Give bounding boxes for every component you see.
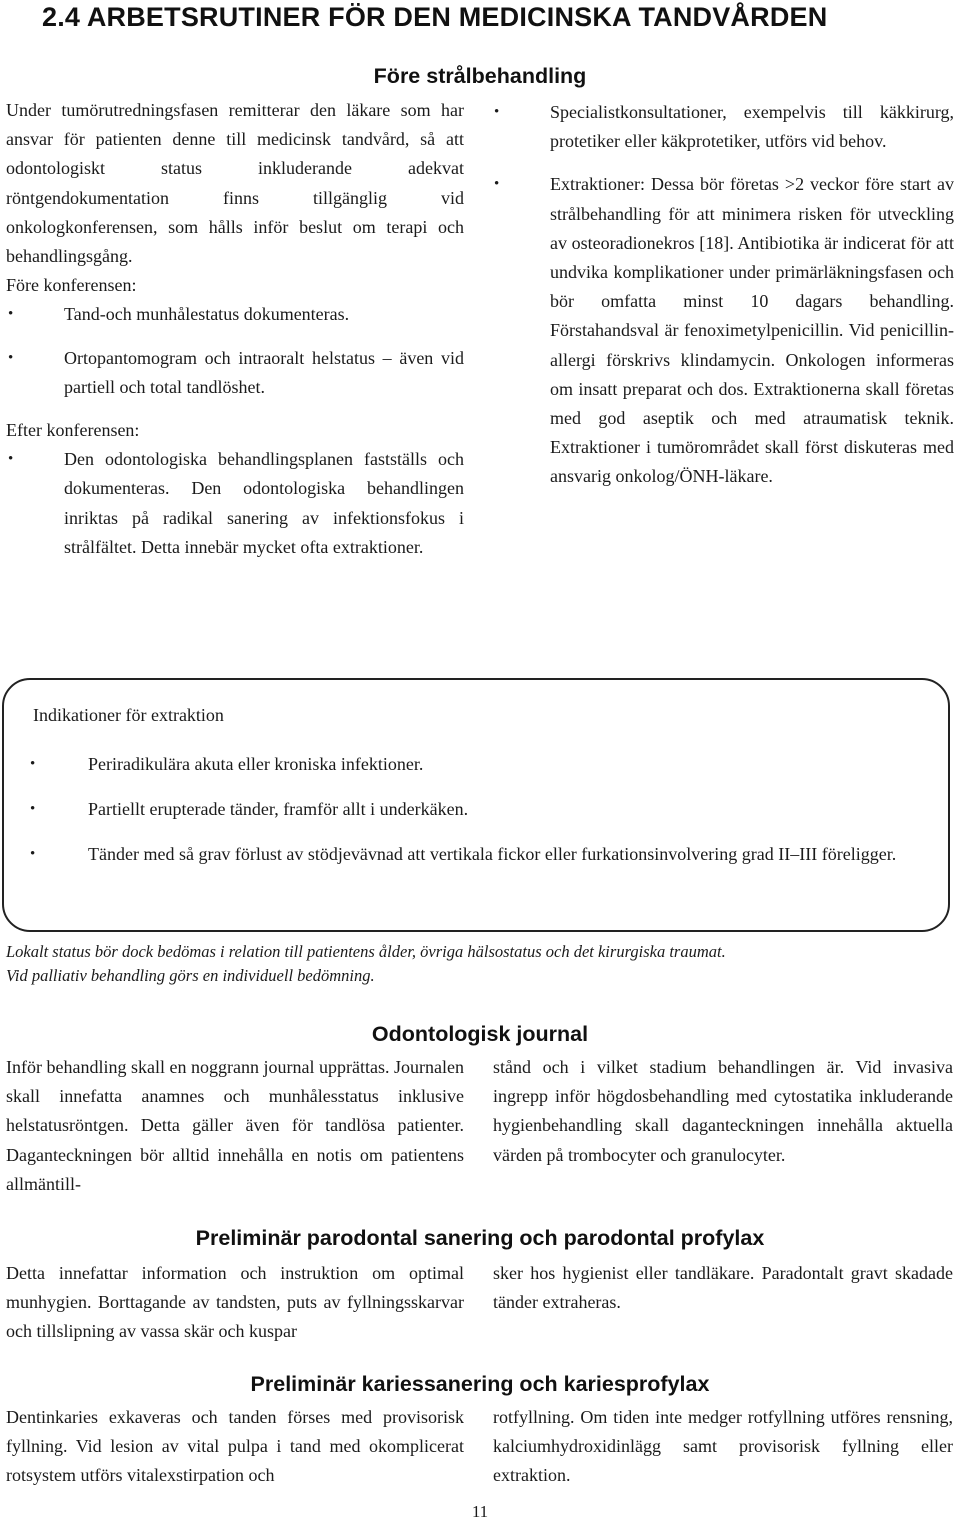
bullet-icon: • [30,846,36,862]
before-conference-list [6,300,464,402]
box-title: Indikationer för extraktion [33,705,224,725]
section-heading-before-radiation: Före strålbehandling [373,64,587,88]
after-conference-list [6,445,464,562]
extraction-indications-list [28,750,928,885]
karies-left-column [6,1403,464,1491]
bullet-icon: • [494,104,500,120]
karies-right-column [493,1403,953,1491]
journal-right-text: stånd och i vilket stadium behandlingen är. Vid invasiva ingrepp inför högdosbehandling med cytostatika inkluderande hygienbehandling skall daganteckningen innehålla aktuella värden på trombocyter och granulocyter. [493,1057,953,1165]
section-heading-karies: Preliminär kariessanering och kariesprofylax [250,1372,710,1396]
list-item: • Extraktioner: Dessa bör företas >2 veckor före start av strålbehandling för att minimera risken för utveckling av osteoradionekros [18]. Antibiotika är indicerat för att undvika komplikationer under primärläkningsfasen och bör omfatta minst 10 dagars behandling. Förstahandsval är fenoximetylpenicillin. Vid penicillin-allergi förskrivs klindamycin. Onkologen informeras om insatt preparat och dos. Extraktionerna skall företas med god aseptik och med atraumatisk teknik. Extraktioner i tumörområdet skall först diskuteras med ansvarig onkolog/ÖNH-läkare. [492,170,954,491]
parodontal-left-column [6,1259,464,1347]
bullet-icon: • [494,176,500,193]
karies-right-text: rotfyllning. Om tiden inte medger rotfyllning utföres rensning, kalciumhydroxidinlägg samt provisorisk fyllning eller extraktion. [493,1407,953,1486]
bullet-icon: • [30,801,36,817]
bullet-icon: • [30,756,36,772]
journal-left-text: Inför behandling skall en noggrann journal upprättas. Journalen skall innefatta anamnes och munhålesstatus inklusive helstatusröntgen. Detta gäller även för tandlösa patienter. Daganteckningen bör alltid innehålla en notis om patientens allmäntill- [6,1057,464,1194]
journal-right-column [493,1053,953,1170]
before-conference-label: Före konferensen: [6,275,137,296]
list-item: • Den odontologiska behandlingsplanen fastställs och dokumenteras. Den odontologiska behandlingen inriktas på radikal sanering av infektionsfokus i strålfältet. Detta innebär mycket ofta extraktioner. [6,445,464,562]
bullet-icon: • [8,349,14,366]
list-item: • Periradikulära akuta eller kroniska infektioner. [28,750,928,779]
bullet-icon: • [8,451,14,468]
list-item: • Specialistkonsultationer, exempelvis till käkkirurg, protetiker eller käkprotetiker, utförs vid behov. [492,98,954,156]
intro-paragraph: Under tumörutredningsfasen remitterar den läkare som har ansvar för patienten denne till medicinsk tandvård, så att odontologiskt status inkluderande adekvat röntgendokumentation finns tillgänglig vid onkologkonferensen, som hålls inför beslut om terapi och behandlingsgång. [6,100,464,267]
after-conference-label: Efter konferensen: [6,420,140,441]
page-number: 11 [471,1502,489,1521]
journal-left-column [6,1053,464,1199]
list-item: • Tand-och munhålestatus dokumenteras. [6,300,464,329]
list-item: • Partiellt erupterade tänder, framför allt i underkäken. [28,795,928,824]
chapter-title: 2.4 ARBETSRUTINER FÖR DEN MEDICINSKA TANDVÅRDEN [42,2,828,32]
parodontal-left-text: Detta innefattar information och instruktion om optimal munhygien. Borttagande av tandsten, puts av fyllningsskarvar och tillslipning av vassa skär och kuspar [6,1263,464,1342]
section-heading-journal: Odontologisk journal [371,1022,589,1046]
parodontal-right-text: sker hos hygienist eller tandläkare. Paradontalt gravt skadade tänder extraheras. [493,1263,953,1313]
parodontal-right-column [493,1259,953,1317]
note-line: Lokalt status bör dock bedömas i relation till patientens ålder, övriga hälsostatus och det kirurgiska traumat. [6,942,726,961]
list-item: • Tänder med så grav förlust av stödjevävnad att vertikala fickor eller furkationsinvolvering grad II–III föreligger. [28,840,928,869]
section1-right-column [492,98,954,506]
section1-left-column [6,96,464,576]
bullet-icon: • [8,306,14,323]
note-line: Vid palliativ behandling görs en individuell bedömning. [6,966,375,985]
karies-left-text: Dentinkaries exkaveras och tanden förses med provisorisk fyllning. Vid lesion av vital pulpa i tand med okomplicerat rotsystem utförs vitalexstirpation och [6,1407,464,1486]
right-bullet-list [492,98,954,492]
italic-note [6,940,956,988]
section-heading-parodontal: Preliminär parodontal sanering och parodontal profylax [195,1226,765,1250]
list-item: • Ortopantomogram och intraoralt helstatus – även vid partiell och total tandlöshet. [6,344,464,402]
